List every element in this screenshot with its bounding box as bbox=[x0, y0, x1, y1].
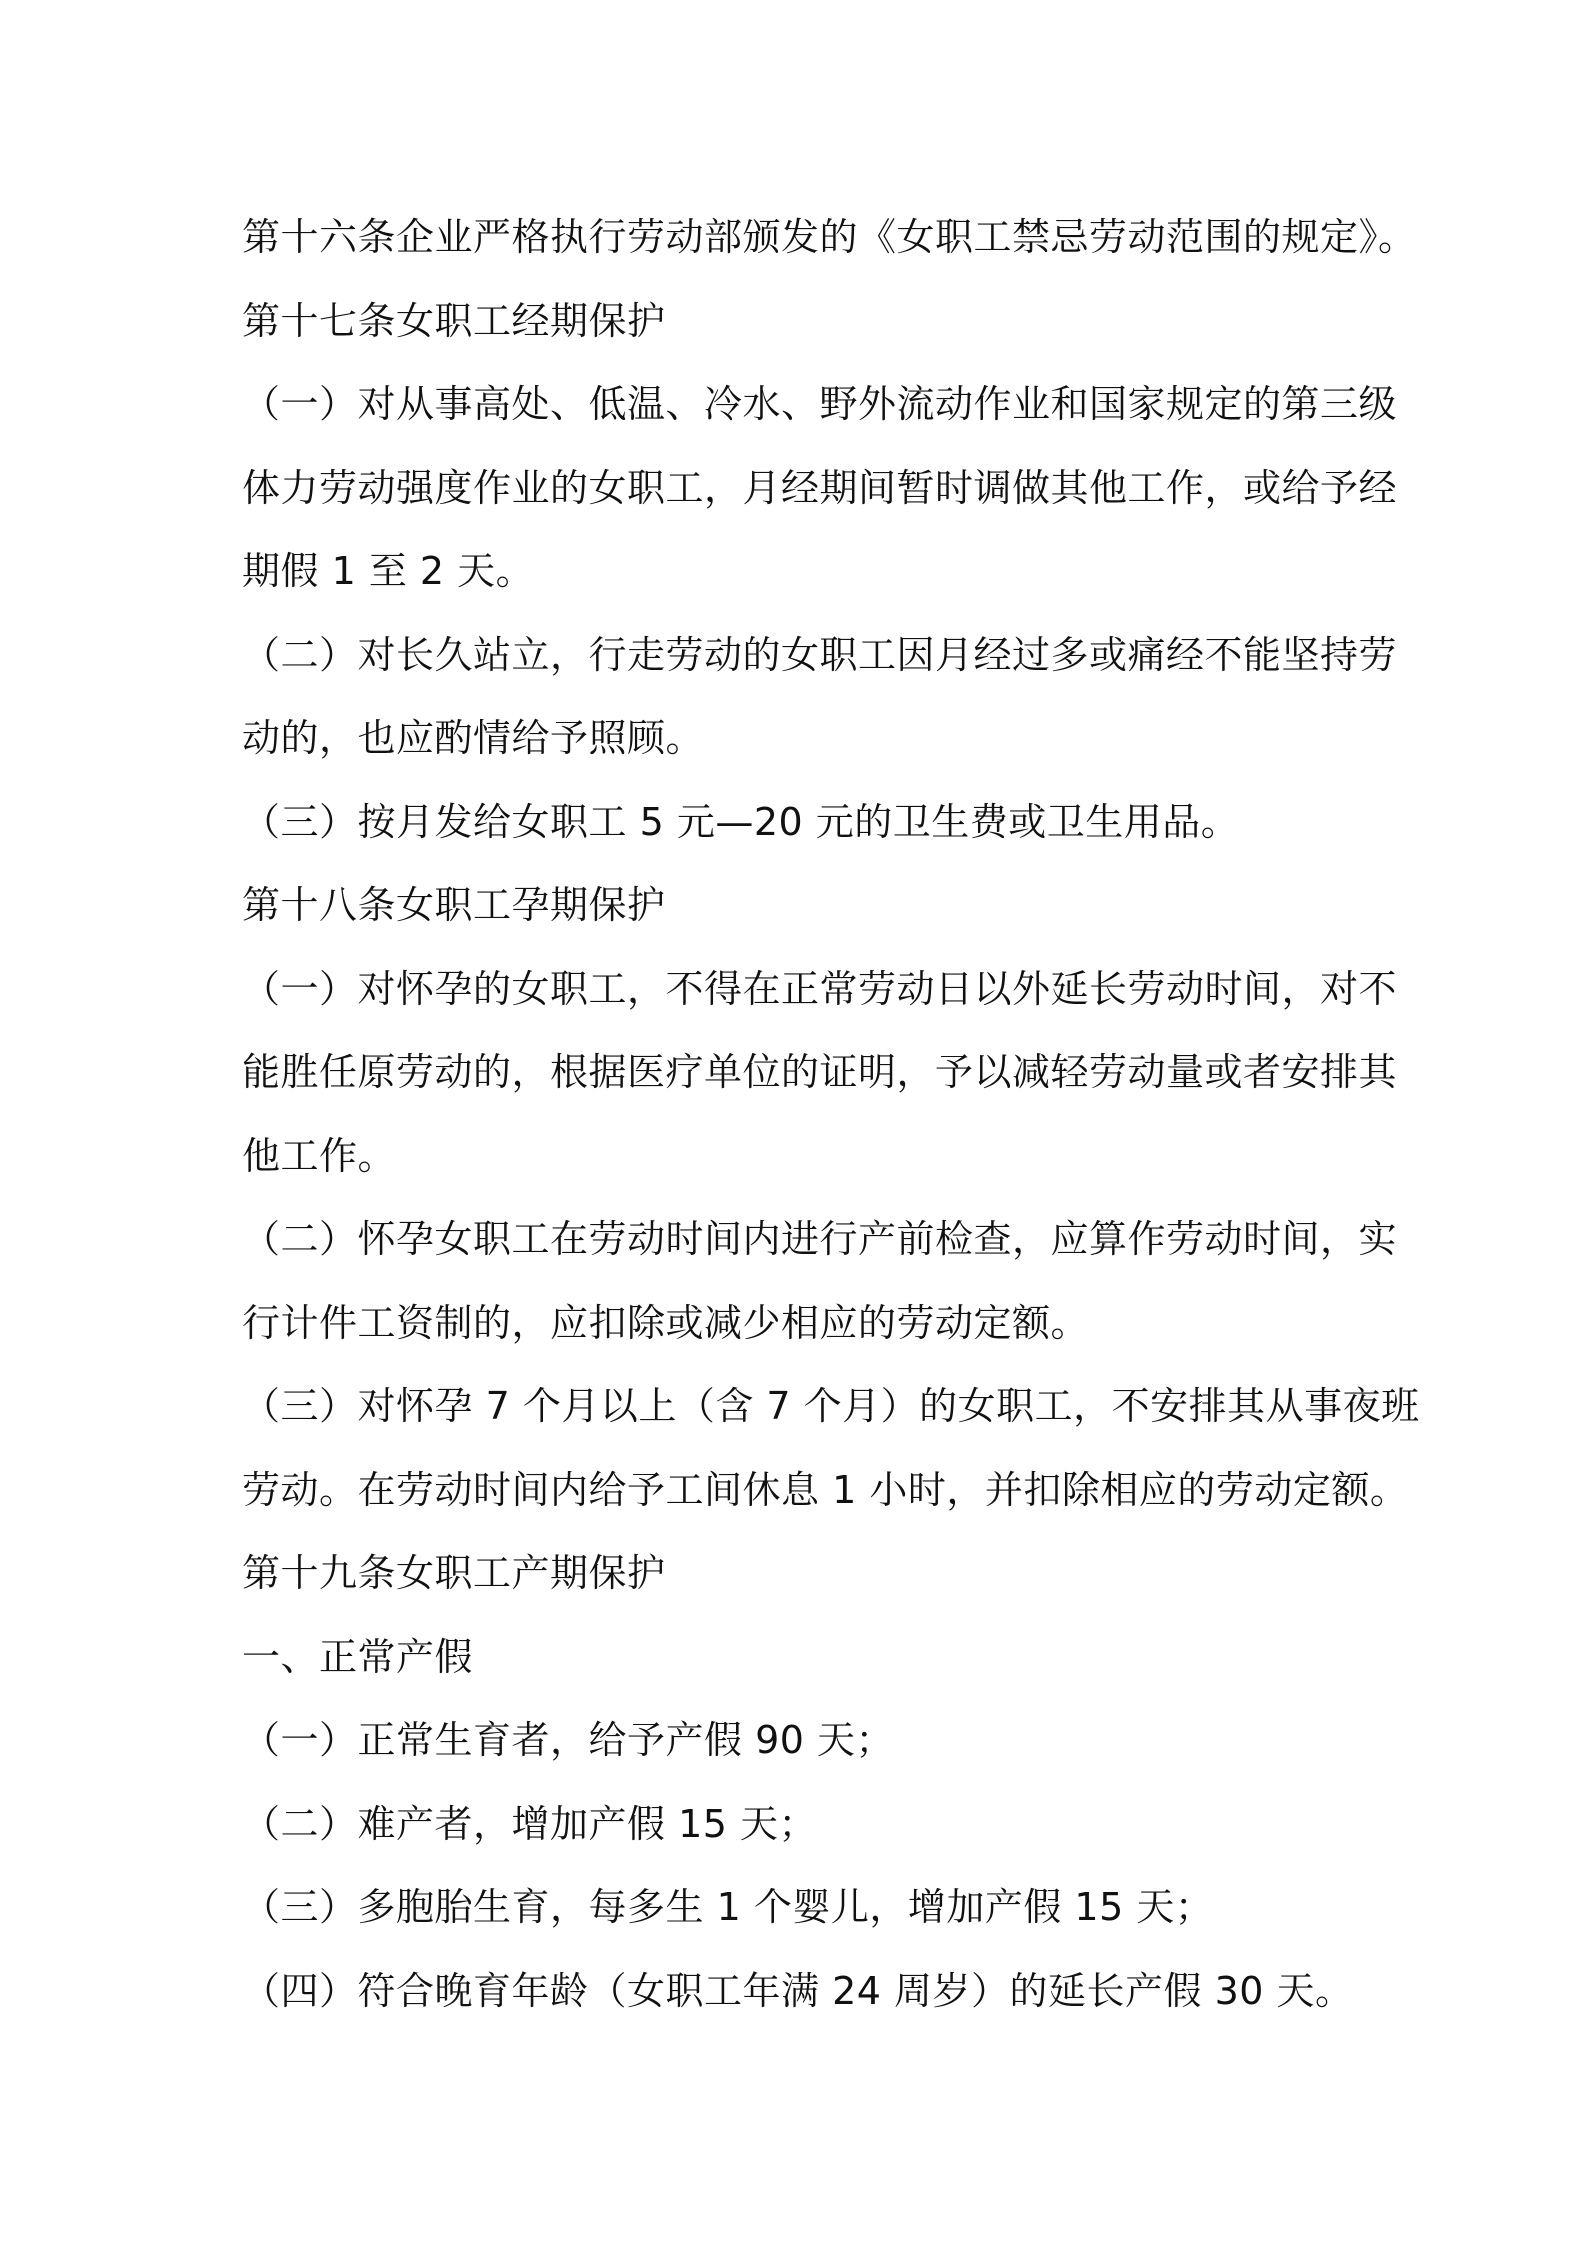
article-18-item-3-line-1: （三）对怀孕 7 个月以上（含 7 个月）的女职工，不安排其从事夜班 bbox=[242, 1384, 1420, 1428]
article-17-item-1-line-3: 期假 1 至 2 天。 bbox=[242, 549, 535, 593]
article-17-heading: 第十七条女职工经期保护 bbox=[242, 298, 666, 343]
article-19-section-1-heading: 一、正常产假 bbox=[242, 1634, 474, 1679]
article-19-item-4: （四）符合晚育年龄（女职工年满 24 周岁）的延长产假 30 天。 bbox=[242, 1968, 1354, 2013]
article-17-item-1-line-1: （一）对从事高处、低温、冷水、野外流动作业和国家规定的第三级 bbox=[242, 382, 1398, 426]
article-17-item-3: （三）按月发给女职工 5 元—20 元的卫生费或卫生用品。 bbox=[242, 799, 1240, 844]
article-19-heading: 第十九条女职工产期保护 bbox=[242, 1551, 666, 1595]
article-18-item-1-line-3: 他工作。 bbox=[242, 1133, 397, 1178]
article-18-heading: 第十八条女职工孕期保护 bbox=[242, 883, 666, 927]
document-body bbox=[242, 196, 1420, 2033]
article-18-item-2-line-2: 行计件工资制的，应扣除或减少相应的劳动定额。 bbox=[242, 1300, 1090, 1345]
article-19-item-1: （一）正常生育者，给予产假 90 天； bbox=[242, 1718, 895, 1762]
article-19-item-2: （二）难产者，增加产假 15 天； bbox=[242, 1801, 818, 1846]
article-16-text: 第十六条企业严格执行劳动部颁发的《女职工禁忌劳动范围的规定》。 bbox=[242, 215, 1417, 259]
article-17-item-1-line-2: 体力劳动强度作业的女职工，月经期间暂时调做其他工作，或给予经 bbox=[242, 465, 1398, 510]
article-17-item-2-line-2: 动的，也应酌情给予照顾。 bbox=[242, 716, 705, 760]
article-18-item-1-line-2: 能胜任原劳动的，根据医疗单位的证明，予以减轻劳动量或者安排其 bbox=[242, 1050, 1398, 1094]
article-18-item-1-line-1: （一）对怀孕的女职工，不得在正常劳动日以外延长劳动时间，对不 bbox=[242, 966, 1398, 1011]
article-17-item-2-line-1: （二）对长久站立，行走劳动的女职工因月经过多或痛经不能坚持劳 bbox=[242, 632, 1398, 677]
article-18-item-3-line-2: 劳动。在劳动时间内给予工间休息 1 小时，并扣除相应的劳动定额。 bbox=[242, 1467, 1409, 1512]
article-18-item-2-line-1: （二）怀孕女职工在劳动时间内进行产前检查，应算作劳动时间，实 bbox=[242, 1217, 1398, 1261]
article-19-item-3: （三）多胞胎生育，每多生 1 个婴儿，增加产假 15 天； bbox=[242, 1885, 1214, 1929]
